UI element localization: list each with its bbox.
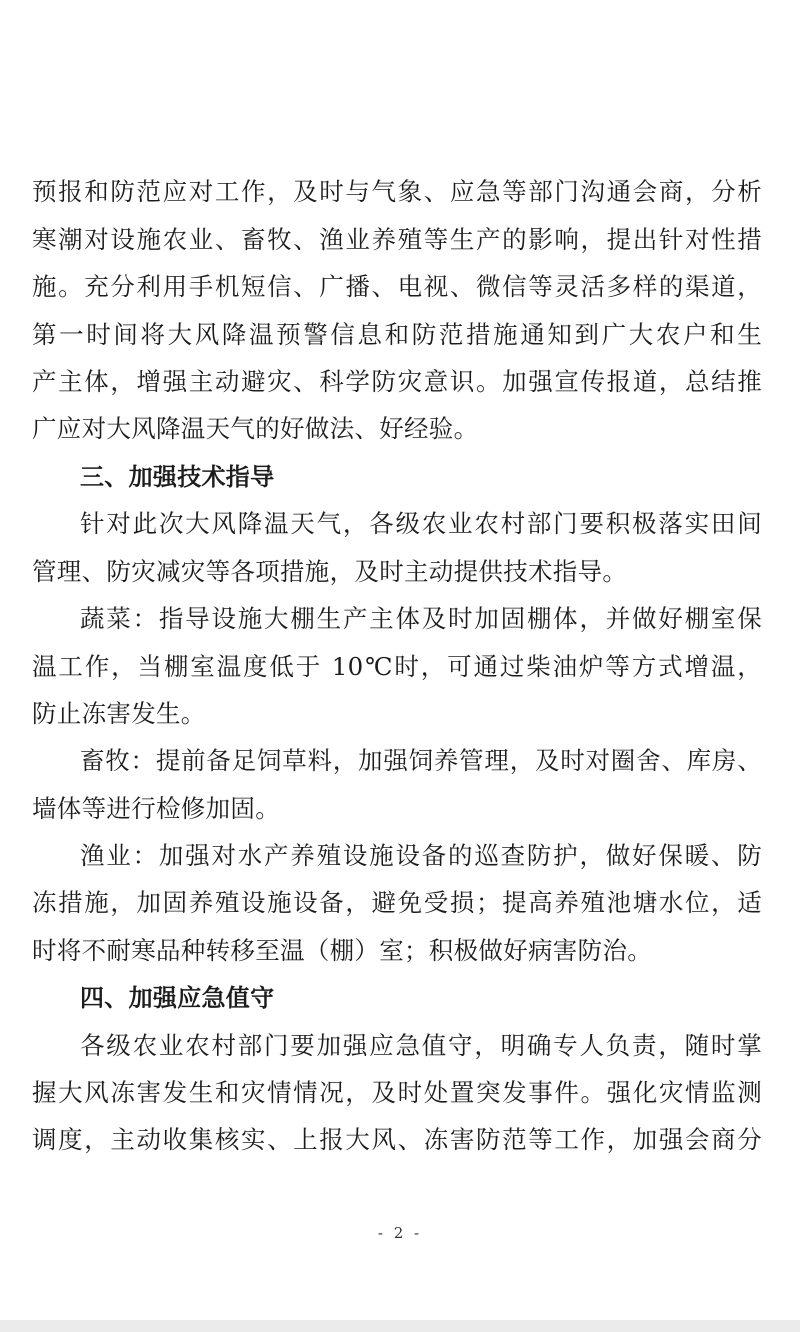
paragraph-line: 冻措施，加固养殖设施设备，避免受损；提高养殖池塘水位，适 <box>32 888 762 917</box>
paragraph-line: 第一时间将大风降温预警信息和防范措施通知到广大农户和生 <box>32 320 762 349</box>
paragraph-line: 温工作，当棚室温度低于 10℃时，可通过柴油炉等方式增温， <box>32 652 762 681</box>
paragraph-line: 针对此次大风降温天气，各级农业农村部门要积极落实田间 <box>80 509 762 538</box>
section-heading-4: 四、加强应急值守 <box>80 984 275 1012</box>
section-heading-3: 三、加强技术指导 <box>80 463 275 491</box>
bottom-strip <box>0 1320 800 1332</box>
paragraph-line: 时将不耐寒品种转移至温（棚）室；积极做好病害防治。 <box>32 936 652 965</box>
paragraph-line: 管理、防灾减灾等各项措施，及时主动提供技术指导。 <box>32 557 628 586</box>
paragraph-line: 蔬菜：指导设施大棚生产主体及时加固棚体，并做好棚室保 <box>80 604 762 633</box>
paragraph-line: 握大风冻害发生和灾情情况，及时处置突发事件。强化灾情监测 <box>32 1078 762 1107</box>
paragraph-line: 墙体等进行检修加固。 <box>32 794 280 823</box>
paragraph-line: 预报和防范应对工作，及时与气象、应急等部门沟通会商，分析 <box>32 177 762 206</box>
paragraph-line: 施。充分利用手机短信、广播、电视、微信等灵活多样的渠道， <box>32 272 762 301</box>
page-number: - 2 - <box>377 1224 423 1242</box>
paragraph-line: 畜牧：提前备足饲草料，加强饲养管理，及时对圈舍、库房、 <box>80 746 762 775</box>
paragraph-line: 渔业：加强对水产养殖设施设备的巡查防护，做好保暖、防 <box>80 841 762 870</box>
paragraph-line: 广应对大风降温天气的好做法、好经验。 <box>32 414 479 443</box>
paragraph-line: 防止冻害发生。 <box>32 699 206 728</box>
paragraph-line: 各级农业农村部门要加强应急值守，明确专人负责，随时掌 <box>80 1031 762 1060</box>
paragraph-line: 寒潮对设施农业、畜牧、渔业养殖等生产的影响，提出针对性措 <box>32 225 762 254</box>
paragraph-line: 调度，主动收集核实、上报大风、冻害防范等工作，加强会商分 <box>32 1125 762 1154</box>
paragraph-line: 产主体，增强主动避灾、科学防灾意识。加强宣传报道，总结推 <box>32 367 762 396</box>
